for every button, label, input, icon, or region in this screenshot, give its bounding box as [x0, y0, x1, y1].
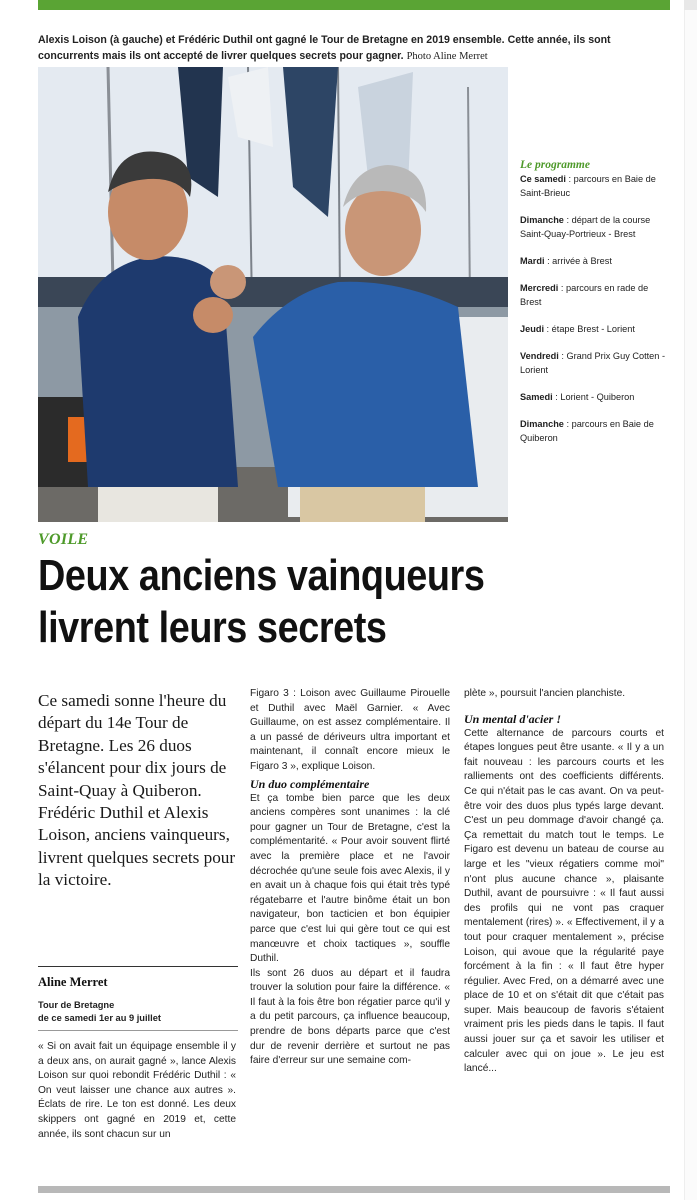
body-paragraph: Figaro 3 : Loison avec Guillaume Pirouelle et Duthil avec Maël Garnier. « Avec Guillaume, on est assez complémentaire. Il a un passé de dériveurs ultra important et maintenant, il connaît encore mieux le Figaro 3 », explique Loison.	[250, 688, 450, 772]
photo-credit: Photo Aline Merret	[406, 51, 488, 62]
bottom-rule	[38, 1186, 670, 1193]
adjacent-page-strip	[684, 0, 697, 10]
section-subhead: Un mental d'acier !	[464, 711, 562, 726]
program-item: Dimanche : parcours en Baie de Quiberon	[520, 419, 654, 443]
program-item: Mardi : arrivée à Brest	[520, 256, 612, 266]
event-period: de ce samedi 1er au 9 juillet	[38, 1013, 161, 1023]
section-kicker: VOILE	[38, 531, 89, 548]
article-headline: Deux anciens vainqueurs livrent leurs secrets	[38, 551, 485, 652]
article-author: Aline Merret	[38, 975, 108, 989]
program-list	[520, 158, 668, 458]
program-title: Le programme	[520, 159, 590, 171]
body-column-3	[464, 687, 664, 1077]
photo-caption	[38, 32, 668, 65]
program-box	[508, 67, 670, 522]
body-paragraph: « Si on avait fait un équipage ensemble il y a deux ans, on aurait gagné », lance Alexis Loison sur quoi rebondit Frédéric Duthil : « On veut laisser une chance aux autres ». Éclats de rire. Le ton est donné. Les deux skippers ont gagné en 2019 et, cette année, ils sont chacun sur un	[38, 1041, 236, 1140]
program-item: Jeudi : étape Brest - Lorient	[520, 324, 635, 334]
article-photo	[38, 67, 508, 522]
event-name: Tour de Bretagne	[38, 1000, 115, 1010]
top-accent-bar	[38, 0, 670, 10]
event-dates	[38, 999, 238, 1025]
body-paragraph: Ils sont 26 duos au départ et il faudra trouver la solution pour faire la différence. « Il faut à la fois être bon régatier parce qu'il y a du petit parcours, ça influence beaucoup, prendre de bons départs parce que c'est dur de revenir derrière et surtout ne pas faire d'erreur sur une semaine com-	[250, 967, 450, 1067]
body-paragraph: Cette alternance de parcours courts et étapes longues peut être usante. « Il y a un fait nouveau : les parcours courts et les ralliements ont des coefficients différents. Ce qui n'était pas le cas avant. On va peut-être voir des duos plus typés large devant. C'est un peu dommage d'avoir changé ça. Ça remettait du match tout le temps. Le Figaro est devenu un bateau de course au large et les "vieux régatiers comme moi" n'ont plus aucune chance », plaisante Duthil, avant de poursuivre : « Il faut aussi des profils qui ne vont pas craquer mentalement (rires) ». « Effectivement, il y a tout pour craquer mentalement », précise Loison, qui avoue que la régularité paye forcément à la fin : « Il faut être hyper régulier. Avec Fred, on a démarré avec une place de 10 et on s'était dit que c'était pas super. Mais beaucoup de favoris s'étaient vraiment pris les pieds dans le tapis. Il faut aussi jouer sur ça et savoir les utiliser et calculer avec qui on joue ». Le jeu est lancé...	[464, 727, 664, 1075]
body-column-2	[250, 687, 450, 1069]
caption-text: Alexis Loison (à gauche) et Frédéric Duthil ont gagné le Tour de Bretagne en 2019 ensemble. Cette année, ils sont concurrents mais ils ont accepté de livrer quelques secrets pour gagner.	[38, 34, 611, 62]
program-item: Samedi : Lorient - Quiberon	[520, 392, 635, 402]
adjacent-page-edge	[684, 10, 697, 1200]
section-subhead: Un duo complémentaire	[250, 776, 370, 791]
dates-divider	[38, 1030, 238, 1031]
body-column-1	[38, 1040, 236, 1142]
body-paragraph: Et ça tombe bien parce que les deux anciens compères sont unanimes : la clé pour gagner un Tour de Bretagne, c'est la complémentarité. « Pour avoir souvent flirté avec la première place et ne l'avoir décrochée qu'une seule fois avec Alexis, il y en avait un à chaque fois qui était très typé régatebarre et l'autre binôme était un bon navigateur, bon tacticien et bon équipier parce que c'est lui qui gère tout ce qui est manœuvre et choix tactiques », souffle Duthil.	[250, 792, 450, 965]
program-item: Ce samedi : parcours en Baie de Saint-Brieuc	[520, 174, 656, 198]
body-paragraph: plète », poursuit l'ancien planchiste.	[464, 688, 626, 699]
author-divider	[38, 966, 238, 967]
sailors-photo-illustration	[38, 67, 508, 522]
article-lead: Ce samedi sonne l'heure du départ du 14e Tour de Bretagne. Les 26 duos s'élancent pour dix jours de Saint-Quay à Quiberon. Frédéric Duthil et Alexis Loison, anciens vainqueurs, livrent quelques secrets pour la victoire.	[38, 691, 236, 890]
program-item: Vendredi : Grand Prix Guy Cotten - Lorient	[520, 351, 666, 375]
program-item: Dimanche : départ de la course Saint-Quay-Portrieux - Brest	[520, 215, 651, 239]
program-item: Mercredi : parcours en rade de Brest	[520, 283, 649, 307]
